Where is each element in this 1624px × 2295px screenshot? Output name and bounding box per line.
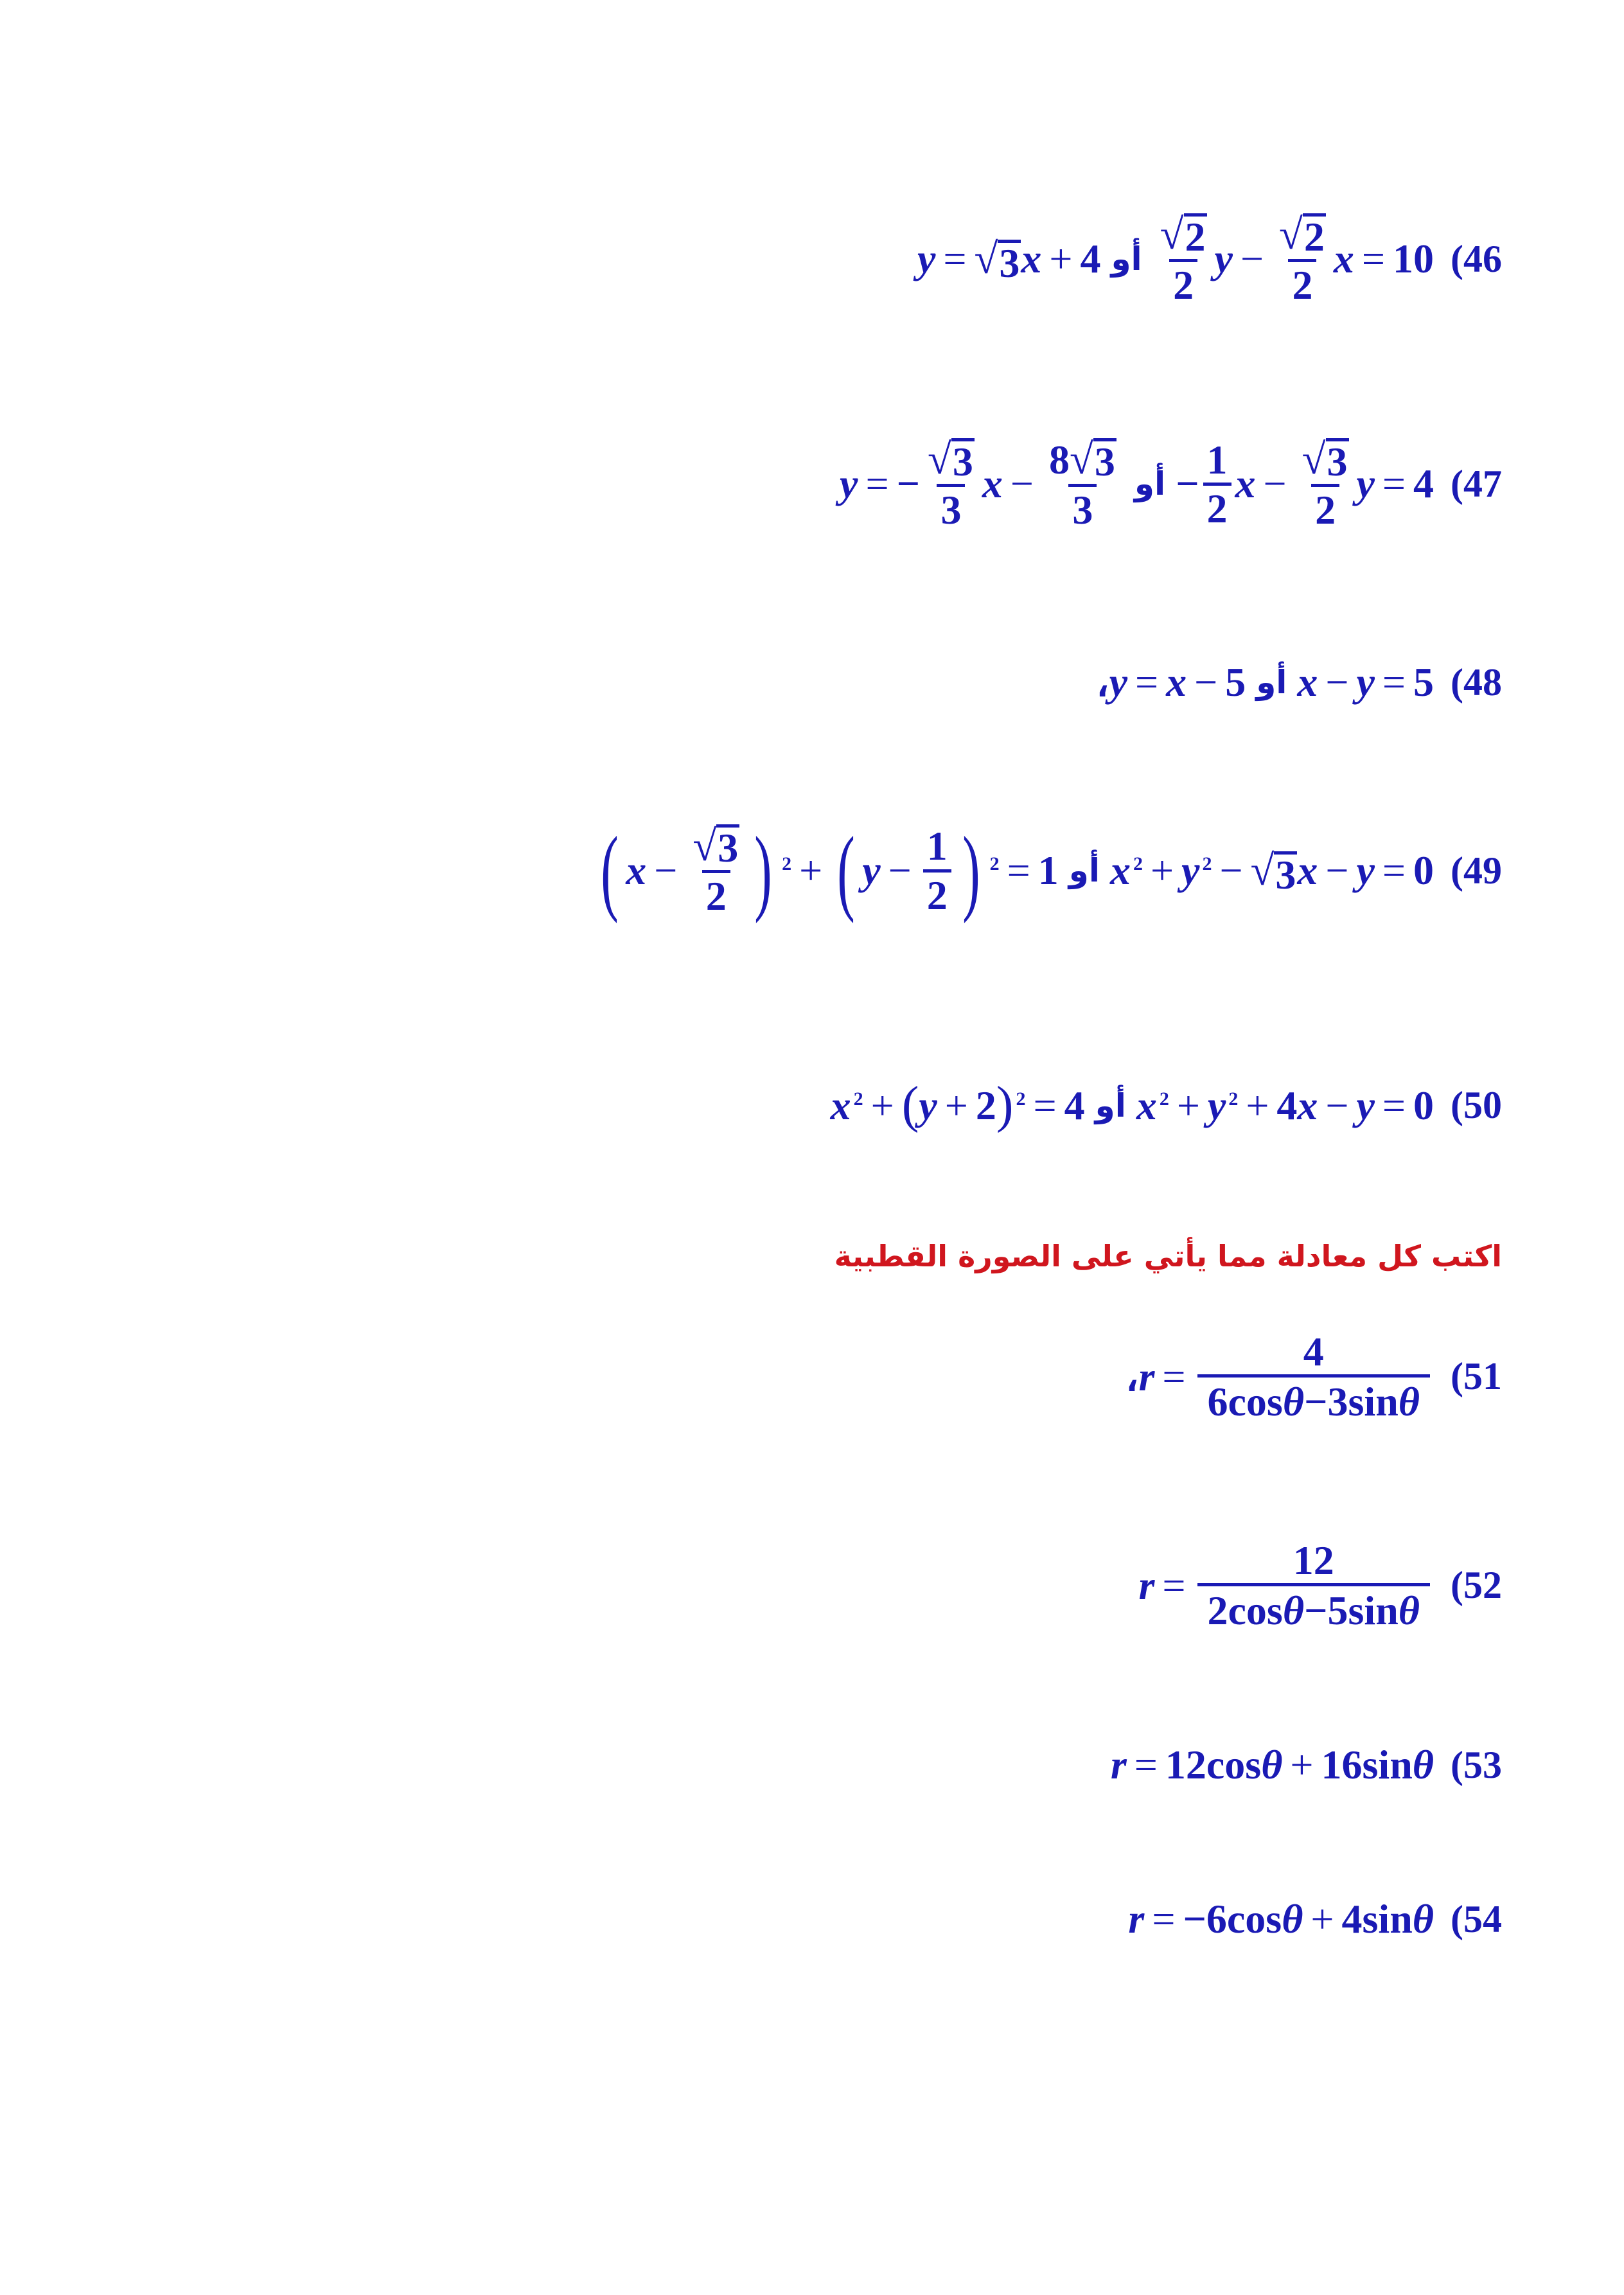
comma: ، (1095, 659, 1109, 705)
problem-number-47: (47 (1451, 462, 1502, 505)
or-word: أو (1134, 465, 1166, 503)
problem-number-49: (49 (1451, 849, 1502, 892)
comma: ، (1125, 1353, 1139, 1399)
equation-52: r = $\frac{12}{2\cos\theta-5\sin\theta}$ (52 (1138, 1537, 1502, 1634)
or-word: أو (1111, 240, 1142, 278)
equation-48: ، y = x − 5 أو x − y = 5 (48 (1095, 659, 1502, 705)
problem-number-46: (46 (1451, 237, 1502, 280)
or-word: أو (1068, 852, 1100, 889)
equation-47: y = − √ 3 3 x − 8 √ 3 3 أو − $\frac{1}{2}$ x − √ 3 2 y = 4 (47 (840, 435, 1502, 533)
section-heading: اكتب كل معادلة مما يأتي على الصورة القطبية (834, 1239, 1502, 1273)
or-word: أو (1095, 1086, 1126, 1124)
problem-number-52: (52 (1451, 1564, 1502, 1607)
equation-46: y = √ 3 x + 4 أو √ 2 2 y − √ 2 2 x = 10 (46 (917, 210, 1502, 308)
equation-54: r = −6cos θ + 4sin θ (54 (1128, 1896, 1502, 1942)
equation-53: r = 12cos θ + 16sin θ (53 (1110, 1742, 1502, 1787)
problem-number-50: (50 (1451, 1084, 1502, 1126)
equation-51: ، r = $\frac{4}{6\cos\theta-3\sin\theta}$ (51 (1125, 1329, 1502, 1425)
equation-49: ( x − √ 3 2 ) $^2$ + ( y − $\frac{1}{2}$ ) $^2$ = 1 أو x $^2$ + y $^2$ − √ 3 x − y = 0 (49 (601, 817, 1502, 924)
problem-number-53: (53 (1451, 1743, 1502, 1786)
problem-number-54: (54 (1451, 1897, 1502, 1940)
equation-50: x $^2$ + ( y + 2 ) $^2$ = 4 أو x $^2$ + y $^2$ + 4 x − y = 0 (50 (830, 1077, 1502, 1133)
problem-number-48: (48 (1451, 660, 1502, 704)
or-word: أو (1256, 664, 1287, 701)
problem-number-51: (51 (1451, 1355, 1502, 1398)
